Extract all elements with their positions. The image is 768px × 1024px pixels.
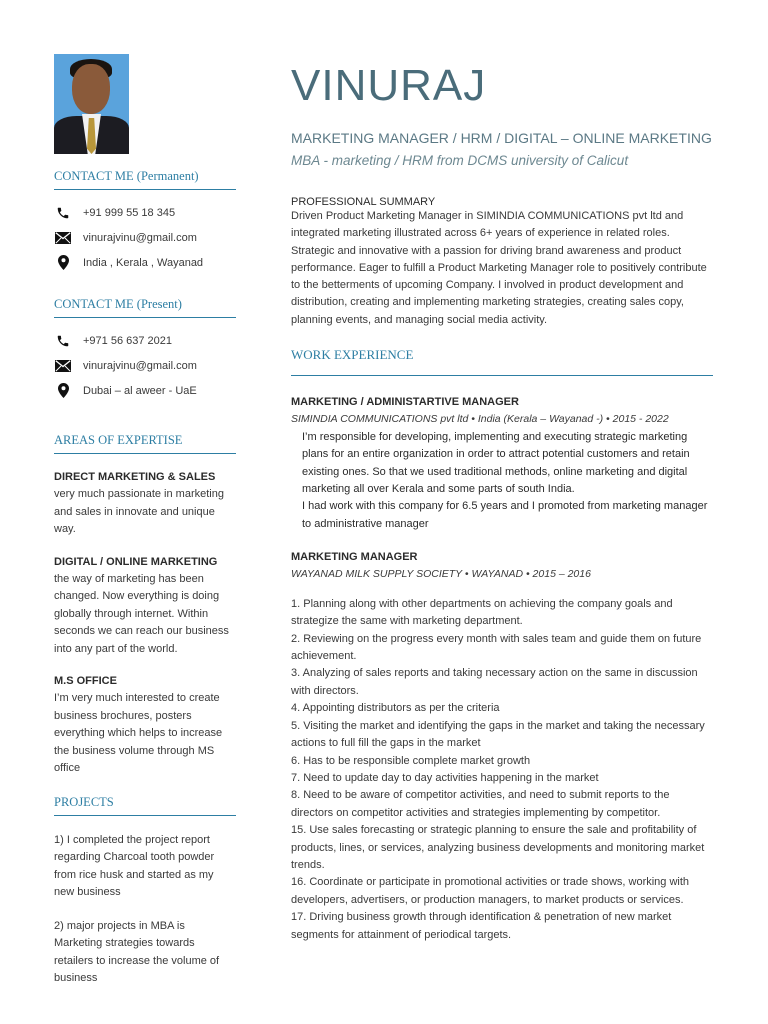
- envelope-icon: [54, 359, 72, 373]
- work-experience-title: WORK EXPERIENCE: [291, 347, 713, 376]
- expertise-item: [54, 556, 236, 659]
- contact-location: [54, 250, 236, 275]
- expertise-item: [54, 471, 236, 539]
- projects-title: PROJECTS: [54, 795, 236, 816]
- expertise-body: the way of marketing has been changed. Now everything is doing globally through internet. Within seconds we can reach our business into any part of the world.: [54, 572, 229, 655]
- expertise-heading: DIGITAL / ONLINE MARKETING: [54, 555, 218, 568]
- map-pin-icon: [54, 384, 72, 398]
- duty-item: 3. Analyzing of sales reports and taking necessary action on the same in discussion with directors.: [291, 667, 698, 697]
- job-description-paragraph: I’m responsible for developing, implementing and executing strategic marketing plans for an entire organization in order to attract potential customers and retain existing ones. So that we used traditional methods, online marketing and digital marketing all over Kerala and some parts of south India.: [302, 431, 690, 495]
- contact-phone: [54, 200, 236, 225]
- duty-item: 6. Has to be responsible complete market growth: [291, 754, 531, 767]
- map-pin-icon: [54, 256, 72, 270]
- envelope-icon: [54, 231, 72, 245]
- expertise-body: very much passionate in marketing and sales in innovate and unique way.: [54, 488, 224, 535]
- contact-email-text[interactable]: vinurajvinu@gmail.com: [83, 231, 197, 244]
- contact-email-text[interactable]: vinurajvinu@gmail.com: [83, 359, 197, 372]
- job-entry: [291, 551, 713, 944]
- duty-item: 8. Need to be aware of competitor activities, and need to submit reports to the directors on competitor activities and strategies implementing by competitor.: [291, 789, 670, 819]
- contact-phone: [54, 328, 236, 353]
- duty-item: 15. Use sales forecasting or strategic planning to ensure the sale and profitability of products, lines, or services, analyzing business developments and monitoring market trends.: [291, 824, 705, 871]
- summary-title: PROFESSIONAL SUMMARY: [291, 196, 436, 208]
- contact-present-section: [54, 297, 236, 403]
- phone-icon: [54, 334, 72, 348]
- resume-name: VINURAJ: [291, 61, 487, 110]
- summary-body: Driven Product Marketing Manager in SIMINDIA COMMUNICATIONS pvt ltd and integrated marketing illustrated across 6+ years of experience in related roles. Strategic and innovative with a passion for driving brand awareness and product performance. Eager to fulfill a Product Marketing Manager role to positively contribute to the betterments of upcoming Company. I involved in product development and distribution, creating and implementing marketing strategies, creating sales copy, planning events, and managing social media activity.: [291, 210, 707, 326]
- contact-phone-text: +91 999 55 18 345: [83, 206, 176, 219]
- duty-item: 16. Coordinate or participate in promotional activities or trade shows, working with developers, advertisers, or production managers, to market products or services.: [291, 876, 690, 906]
- contact-location-text: India , Kerala , Wayanad: [83, 256, 204, 269]
- profile-photo: [54, 54, 129, 154]
- contact-email: [54, 225, 236, 250]
- resume-role: MARKETING MANAGER / HRM / DIGITAL – ONLINE MARKETING: [291, 130, 712, 146]
- job-company: SIMINDIA COMMUNICATIONS pvt ltd • India (Kerala – Wayanad -) • 2015 - 2022: [291, 413, 669, 426]
- main-content: [291, 60, 713, 944]
- duty-item: 7. Need to update day to day activities happening in the market: [291, 771, 599, 784]
- job-entry: [291, 396, 713, 533]
- expertise-section: [54, 433, 236, 778]
- sidebar: [54, 54, 236, 988]
- project-item: 2) major projects in MBA is Marketing strategies towards retailers to increase the volume of business: [54, 919, 220, 984]
- expertise-heading: M.S OFFICE: [54, 675, 117, 687]
- job-company: WAYANAD MILK SUPPLY SOCIETY • WAYANAD • 2015 – 2016: [291, 567, 591, 580]
- resume-degree: MBA - marketing / HRM from DCMS university of Calicut: [291, 153, 629, 168]
- expertise-heading: DIRECT MARKETING & SALES: [54, 471, 216, 483]
- contact-location-text: Dubai – al aweer - UaE: [83, 384, 197, 397]
- duties-list: [291, 596, 713, 944]
- expertise-title: AREAS OF EXPERTISE: [54, 433, 236, 454]
- job-title: MARKETING MANAGER: [291, 550, 418, 563]
- duty-item: 1. Planning along with other departments on achieving the company goals and strategize the same with marketing department.: [291, 597, 673, 628]
- contact-permanent-section: [54, 169, 236, 275]
- contact-location: [54, 378, 236, 403]
- expertise-item: [54, 675, 236, 778]
- phone-icon: [54, 206, 72, 220]
- duty-item: 5. Visiting the market and identifying the gaps in the market and taking the necessary actions to full fill the gaps in the market: [291, 719, 705, 750]
- expertise-body: I’m very much interested to create business brochures, posters everything which helps to increase the business volume through MS office: [54, 692, 223, 774]
- contact-present-title: CONTACT ME (Present): [54, 297, 236, 318]
- projects-section: [54, 795, 236, 988]
- job-title: MARKETING / ADMINISTARTIVE MANAGER: [291, 396, 519, 409]
- contact-phone-text: +971 56 637 2021: [83, 334, 173, 347]
- duty-item: 4. Appointing distributors as per the criteria: [291, 702, 500, 715]
- project-item: 1) I completed the project report regarding Charcoal tooth powder from rice husk and started as my new business: [54, 833, 215, 898]
- duty-item: 17. Driving business growth through identification & penetration of new market segments for attainment of periodical targets.: [291, 911, 672, 941]
- contact-permanent-title: CONTACT ME (Permanent): [54, 169, 236, 190]
- contact-email: [54, 353, 236, 378]
- duty-item: 2. Reviewing on the progress every month with sales team and guide them on future achievement.: [291, 632, 702, 663]
- job-description-paragraph: I had work with this company for 6.5 years and I promoted from marketing manager to administrative manager: [302, 500, 708, 530]
- job-description: [291, 429, 713, 533]
